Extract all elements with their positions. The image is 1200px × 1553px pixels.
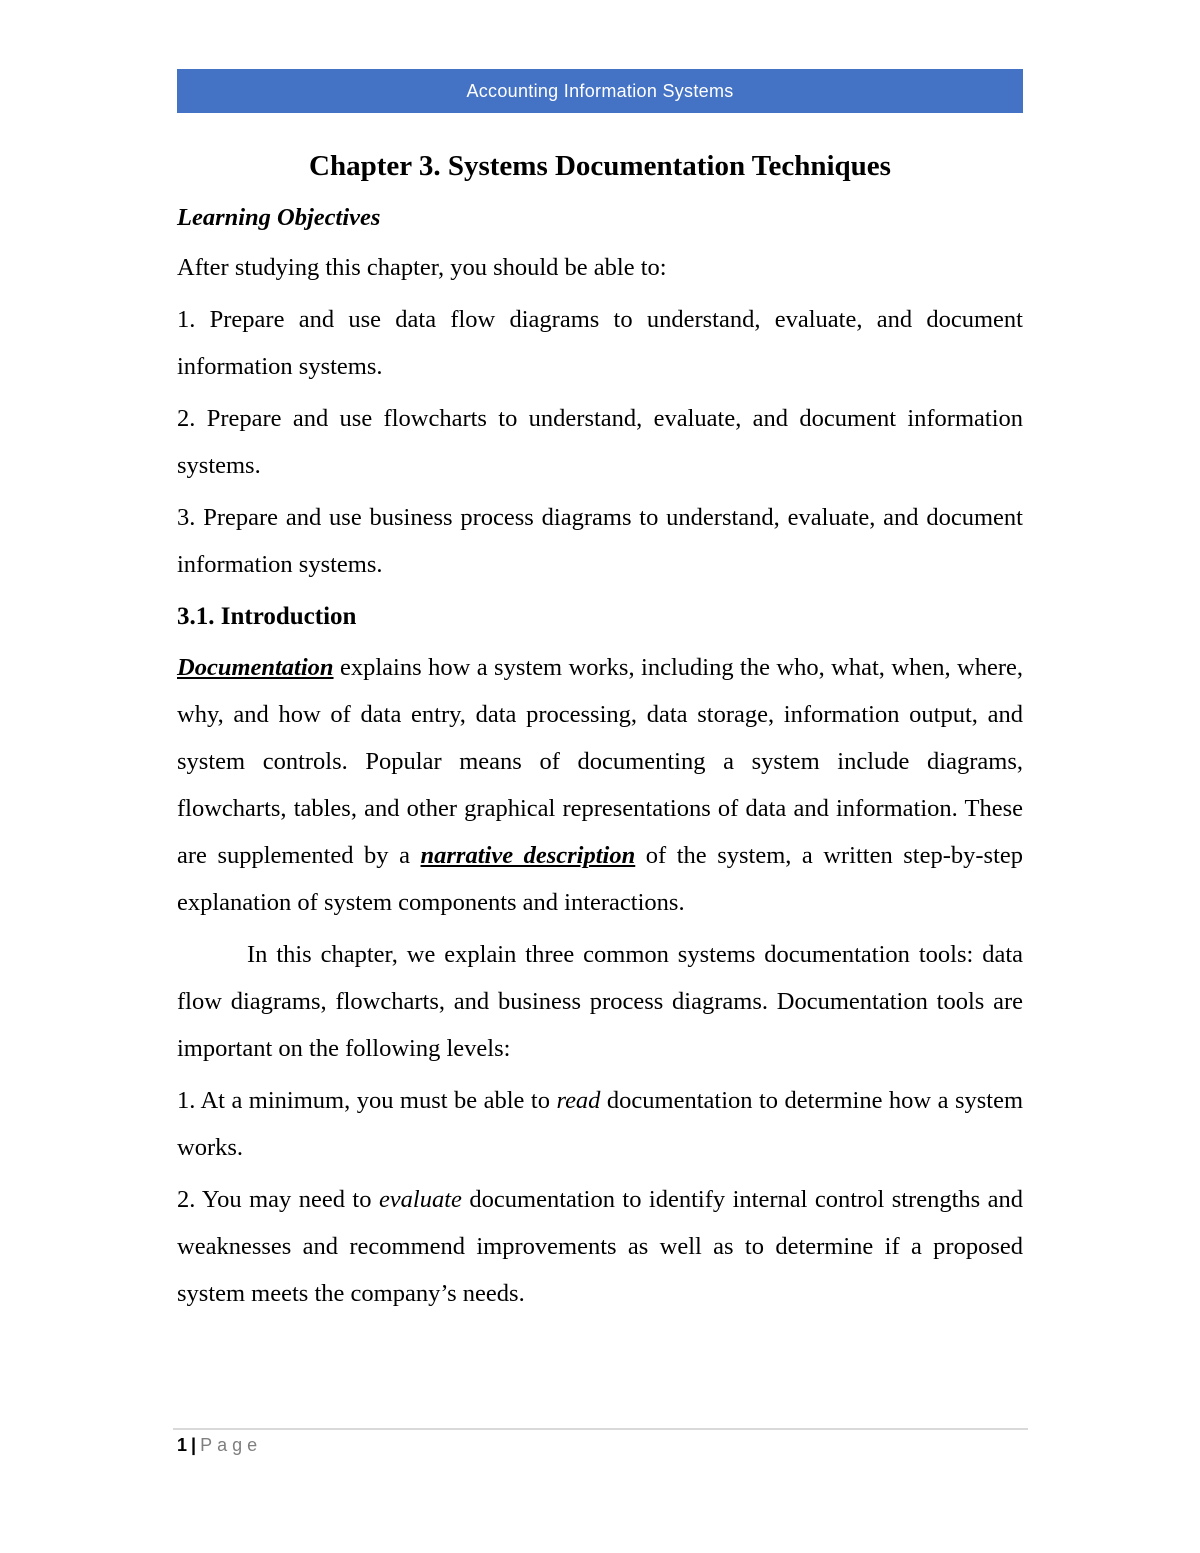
tools-paragraph: In this chapter, we explain three common systems documentation tools: data flow diagrams, flowcharts, and business process diagrams. Documentation tools are important on the following levels: (177, 941, 1023, 1062)
page-label: Page (200, 1435, 263, 1455)
level-1-post: documentation to determine how a system works. (177, 1087, 1023, 1161)
intro-text-a: explains how a system works, including the who, what, when, where, why, and how of data entry, data processing, data storage, information output, and system controls. Popular means of documenting a system include diagrams, flowcharts, tables, and other graphical representations of data and information. These are supplemented by a (177, 654, 1023, 869)
objective-item-1: 1. Prepare and use data flow diagrams to understand, evaluate, and document information systems. (177, 306, 1023, 380)
objectives-intro: After studying this chapter, you should be able to: (177, 254, 667, 281)
level-2-post: documentation to identify internal control strengths and weaknesses and recommend improvements as well as to determine if a proposed system meets the company’s needs. (177, 1186, 1023, 1307)
level-item-1 (177, 1077, 1023, 1171)
page-footer (177, 1432, 262, 1458)
page-number: 1 (177, 1435, 188, 1455)
level-2-pre: 2. You may need to (177, 1186, 379, 1213)
page-content (177, 140, 1023, 1322)
chapter-title: Chapter 3. Systems Documentation Techniques (309, 150, 891, 182)
term-documentation: Documentation (177, 654, 334, 681)
intro-text-b: of the system, a written step-by-step explanation of system components and interactions. (177, 842, 1024, 916)
level-item-2 (177, 1176, 1023, 1317)
section-heading: 3.1. Introduction (177, 603, 357, 630)
footer-separator: | (191, 1435, 197, 1455)
level-1-emph: read (556, 1087, 601, 1114)
objective-item-2: 2. Prepare and use flowcharts to understand, evaluate, and document information systems. (177, 405, 1023, 479)
term-narrative-description: narrative description (420, 842, 636, 869)
running-header: Accounting Information Systems (177, 69, 1023, 113)
objective-item-3: 3. Prepare and use business process diagrams to understand, evaluate, and document information systems. (177, 504, 1023, 578)
objectives-heading: Learning Objectives (177, 204, 381, 231)
level-1-pre: 1. At a minimum, you must be able to (177, 1087, 557, 1114)
level-2-emph: evaluate (378, 1186, 462, 1213)
footer-divider (173, 1428, 1028, 1430)
intro-paragraph (177, 644, 1023, 926)
